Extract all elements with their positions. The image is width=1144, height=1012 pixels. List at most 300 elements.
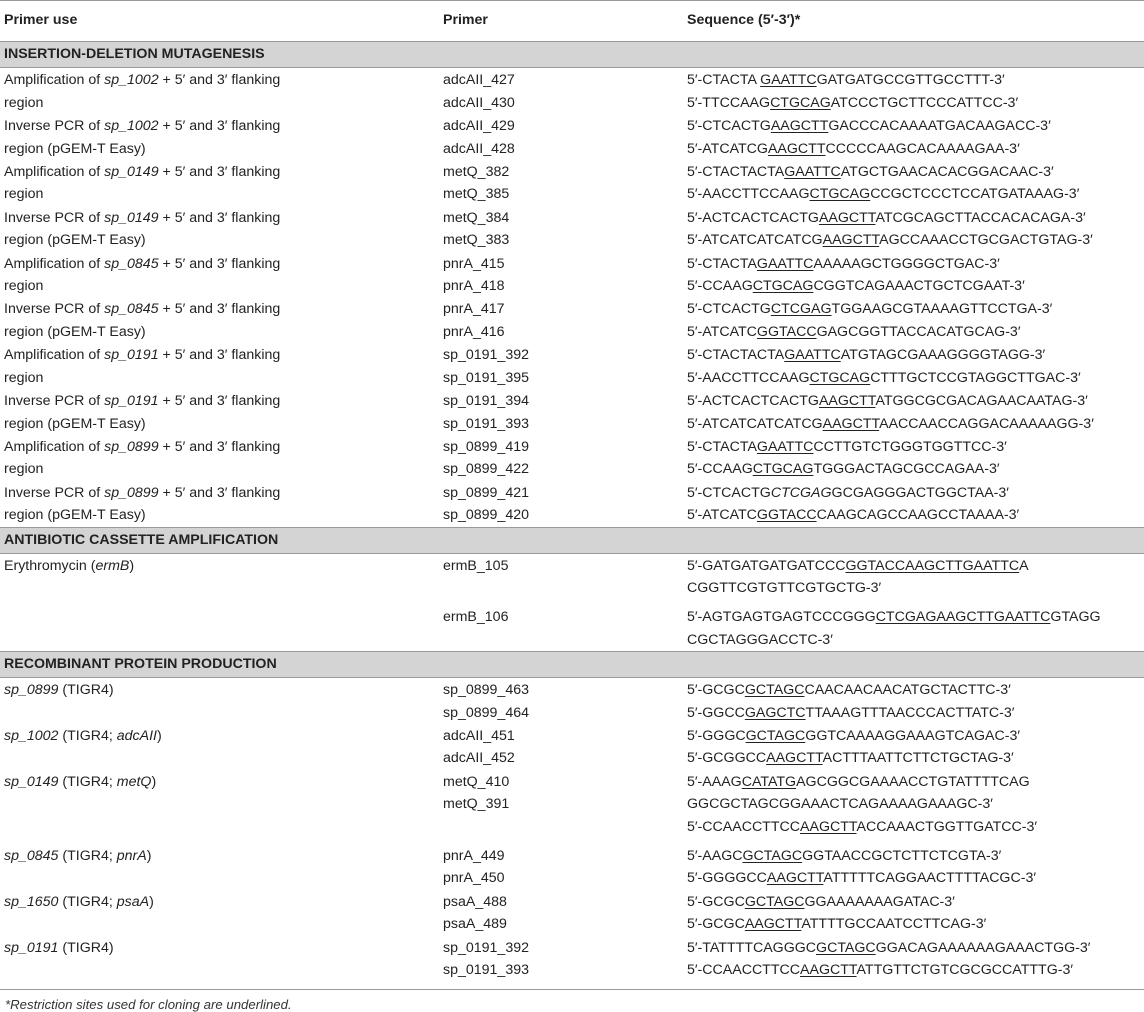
primer-name-cell (443, 844, 687, 890)
sequence-line (687, 577, 1144, 599)
restriction-site: GAATTC (784, 164, 841, 181)
primer-name: adcAII_427 (443, 72, 515, 89)
primer-use-line (4, 298, 443, 320)
primer-name: adcAII_452 (443, 750, 515, 767)
section-header-row (0, 42, 1144, 68)
sequence-line (687, 702, 1144, 724)
text-run: CAACAACAACATGCTACTTC-3′ (804, 682, 1011, 699)
italic-text: sp_0191 (104, 347, 159, 364)
text-run: ) (149, 893, 154, 910)
primer-use-line: region (4, 278, 44, 295)
primer-use-line (4, 161, 443, 183)
sequence-line (687, 436, 1144, 458)
sequence-line (687, 115, 1144, 137)
primer-name: sp_0899_421 (443, 484, 529, 501)
italic-text: sp_0899 (104, 438, 159, 455)
table-row (0, 844, 1144, 890)
text-run: GACCCACAAAATGACAAGACC-3′ (828, 118, 1051, 135)
restriction-site: GCTAGC (816, 939, 876, 956)
restriction-site: GAATTC (756, 438, 814, 455)
primer-use-line (4, 555, 443, 577)
primer-use-line (4, 891, 443, 913)
sequence-line (687, 793, 1144, 815)
text-run: CTTTGCTCCGTAGGCTTGAC-3′ (870, 369, 1081, 386)
primer-name: ermB_106 (443, 609, 509, 626)
text-run: CCCCCAAGCACAAAAGAA-3′ (825, 140, 1020, 157)
restriction-site: AAGCTT (818, 209, 876, 226)
sequence-line (687, 555, 1144, 577)
text-run: 5′-AAGC (687, 848, 743, 864)
text-run: Amplification of (4, 347, 105, 364)
text-run: CGGTTCGTGTTCGTGCTG-3′ (687, 579, 882, 596)
sequence-cell (687, 68, 1144, 114)
primer-name-cell (443, 435, 687, 481)
sequence-cell (687, 844, 1144, 890)
text-run: CCGCTCCCTCCATGATAAAG-3′ (870, 186, 1080, 203)
sequence-cell (687, 605, 1144, 651)
text-run: GATGATGCCGTTGCCTTT-3′ (816, 72, 1005, 89)
sequence-line (687, 390, 1144, 412)
restriction-site: GCTAGC (742, 848, 803, 864)
sequence-cell (687, 553, 1144, 605)
text-run: GGACAGAAAAAAGAAACTGG-3′ (875, 939, 1091, 956)
text-run: 5′-CCAAG (687, 278, 753, 295)
primer-name-cell (443, 297, 687, 343)
text-run: (TIGR4) (58, 682, 114, 699)
primer-use-cell (0, 724, 443, 770)
table-body (0, 42, 1144, 982)
primer-name: adcAII_428 (443, 140, 515, 157)
table-bottom-rule (0, 989, 1144, 990)
text-run: Amplification of (4, 438, 105, 455)
sequence-cell (687, 936, 1144, 982)
text-run: 5′-GGGGCC (687, 870, 767, 887)
primer-use-line (4, 482, 443, 504)
sequence-line (687, 747, 1144, 769)
primer-name: psaA_489 (443, 916, 507, 933)
primer-name-cell (443, 160, 687, 206)
sequence-cell (687, 435, 1144, 481)
text-run: GGCGCTAGCGGAAACTCAGAAAAGAAAGC-3′ (687, 796, 993, 813)
primer-name: sp_0191_392 (443, 939, 529, 956)
text-run: 5′-CTCACTG (687, 484, 771, 501)
sequence-line (687, 413, 1144, 435)
sequence-cell (687, 481, 1144, 527)
primer-use-line: region (4, 186, 44, 203)
text-run: 5′-ATCATCG (687, 140, 768, 157)
sequence-line (687, 161, 1144, 183)
text-run: (TIGR4; (58, 848, 117, 864)
text-run: 5′-ACTCACTCACTG (687, 209, 819, 226)
primer-use-line (4, 937, 443, 959)
restriction-site: GGTACCAAGCTTGAATTC (845, 557, 1020, 574)
primer-name: sp_0899_463 (443, 682, 529, 699)
text-run: 5′-GCGGCC (687, 750, 767, 767)
italic-text: sp_1002 (4, 727, 59, 744)
primer-name: metQ_383 (443, 232, 510, 249)
text-run: TTAAAGTTTAACCCACTTATC-3′ (805, 704, 1015, 721)
restriction-site: GCTAGC (744, 682, 805, 699)
primer-name: sp_0191_394 (443, 393, 529, 410)
text-run: Inverse PCR of (4, 393, 105, 410)
text-run: 5′-CTACTA (687, 255, 757, 272)
text-run: 5′-ATCATCATCATCG (687, 232, 823, 249)
table-row (0, 435, 1144, 481)
section-title: RECOMBINANT PROTEIN PRODUCTION (0, 652, 1144, 678)
primer-name-cell (443, 114, 687, 160)
text-run: AAAAAGCTGGGGCTGAC-3′ (813, 255, 1000, 272)
sequence-line (687, 845, 1144, 867)
primer-name: psaA_488 (443, 893, 507, 910)
text-run: GGTCAAAAGGAAAGTCAGAC-3′ (805, 727, 1021, 744)
primer-name-cell (443, 481, 687, 527)
text-run: CGCTAGGGACCTC-3′ (687, 631, 833, 648)
sequence-line (687, 937, 1144, 959)
text-run: ) (129, 557, 135, 574)
text-run: + 5′ and 3′ flanking (158, 118, 281, 135)
primer-name: adcAII_451 (443, 727, 515, 744)
text-run: 5′-GCGC (687, 916, 745, 933)
text-run: (TIGR4; (58, 893, 117, 910)
text-run: ATCCCTGCTTCCCATTCC-3′ (830, 94, 1019, 111)
primer-name: pnrA_417 (443, 301, 505, 318)
primer-use-line: region (4, 461, 44, 478)
primer-name-cell (443, 724, 687, 770)
primer-name: pnrA_418 (443, 278, 505, 295)
italic-text: psaA (116, 893, 150, 910)
sequence-cell (687, 343, 1144, 389)
text-run: CAAGCAGCCAAGCCTAAAA-3′ (816, 507, 1020, 524)
primer-use-line: region (pGEM-T Easy) (4, 232, 146, 249)
primer-name: sp_0899_420 (443, 507, 529, 524)
text-run: Inverse PCR of (4, 484, 105, 501)
text-run: (TIGR4; (58, 773, 117, 790)
table-row (0, 389, 1144, 435)
italic-text: pnrA (116, 848, 147, 864)
text-run: GGAAAAAAAGATAC-3′ (804, 893, 955, 910)
text-run: Inverse PCR of (4, 209, 105, 226)
primer-use-line: region (4, 94, 44, 111)
primer-use-line (4, 679, 443, 701)
restriction-site: AAGCTT (800, 818, 857, 835)
header-sequence: Sequence (5′-3′)* (687, 1, 1144, 42)
sequence-cell (687, 114, 1144, 160)
restriction-site: GCTAGC (745, 727, 806, 744)
sequence-line (687, 891, 1144, 913)
primer-use-cell (0, 435, 443, 481)
sequence-line (687, 275, 1144, 297)
restriction-site: CTCGAGAAGCTTGAATTC (875, 609, 1051, 626)
text-run: + 5′ and 3′ flanking (158, 347, 281, 364)
header-primer: Primer (443, 1, 687, 42)
primer-name: pnrA_450 (443, 870, 505, 887)
text-run: 5′-GGCC (687, 704, 745, 721)
italic-text: sp_0845 (4, 848, 59, 864)
primer-name: metQ_385 (443, 186, 510, 203)
text-run: 5′-GGGC (687, 727, 746, 744)
restriction-site: GAATTC (756, 255, 814, 272)
primer-name-cell (443, 206, 687, 252)
primer-use-cell (0, 114, 443, 160)
sequence-line (687, 458, 1144, 480)
text-run: 5′-CCAACCTTCC (687, 962, 801, 979)
primer-name: sp_0899_419 (443, 438, 529, 455)
restriction-site: AAGCTT (822, 415, 880, 432)
text-run: 5′-CTCACTG (687, 301, 771, 318)
italic-text: CTCGAG (770, 484, 832, 501)
text-run: 5′-AGTGAGTGAGTCCCGGG (687, 609, 876, 626)
primer-name-cell (443, 389, 687, 435)
sequence-line (687, 344, 1144, 366)
primer-use-cell (0, 890, 443, 936)
italic-text: sp_0899 (104, 484, 159, 501)
primer-name: adcAII_429 (443, 118, 515, 135)
italic-text: sp_0149 (4, 773, 59, 790)
primer-use-line: region (pGEM-T Easy) (4, 323, 146, 340)
italic-text: sp_0845 (104, 301, 159, 318)
primer-use-line (4, 845, 443, 867)
sequence-cell (687, 297, 1144, 343)
primer-name-cell (443, 68, 687, 114)
text-run: + 5′ and 3′ flanking (158, 484, 281, 501)
primer-name-cell (443, 678, 687, 724)
restriction-site: CTGCAG (809, 369, 871, 386)
text-run: GAGCGGTTACCACATGCAG-3′ (816, 323, 1021, 340)
text-run: GGTAACCGCTCTTCTCGTA-3′ (802, 848, 1002, 864)
primer-use-cell (0, 844, 443, 890)
primer-use-cell (0, 389, 443, 435)
text-run: + 5′ and 3′ flanking (158, 255, 281, 272)
sequence-cell (687, 206, 1144, 252)
text-run: 5′-CTACTA (687, 72, 761, 89)
text-run: ATGGCGCGACAGAACAATAG-3′ (875, 393, 1088, 410)
sequence-cell (687, 252, 1144, 298)
text-run: 5′-ATCATC (687, 507, 757, 524)
text-run: AGCCAAACCTGCGACTGTAG-3′ (879, 232, 1093, 249)
header-primer-use: Primer use (0, 1, 443, 42)
italic-text: sp_0845 (104, 255, 159, 272)
italic-text: sp_1002 (104, 118, 159, 135)
text-run: ATTTTGCCAATCCTTCAG-3′ (801, 916, 987, 933)
text-run: AGCGGCGAAAACCTGTATTTTCAG (796, 773, 1030, 790)
primer-use-cell (0, 343, 443, 389)
sequence-line (687, 482, 1144, 504)
primer-use-cell (0, 297, 443, 343)
text-run: ATCGCAGCTTACCACACAGA-3′ (875, 209, 1086, 226)
text-run: Amplification of (4, 255, 105, 272)
text-run: TGGGACTAGCGCCAGAA-3′ (813, 461, 1000, 478)
text-run: (TIGR4; (58, 727, 117, 744)
primer-name: metQ_410 (443, 773, 510, 790)
text-run: 5′-GCGC (687, 893, 745, 910)
italic-text: sp_0149 (104, 164, 159, 181)
primer-name: metQ_384 (443, 209, 510, 226)
primer-use-cell (0, 605, 443, 651)
text-run: ) (157, 727, 162, 744)
table-row (0, 724, 1144, 770)
sequence-line (687, 207, 1144, 229)
sequence-line (687, 771, 1144, 793)
italic-text: sp_0191 (104, 393, 159, 410)
sequence-line (687, 504, 1144, 526)
restriction-site: GGTACC (756, 507, 817, 524)
primer-use-cell (0, 770, 443, 844)
section-title: ANTIBIOTIC CASSETTE AMPLIFICATION (0, 527, 1144, 553)
primer-name: metQ_382 (443, 164, 510, 181)
primer-name: sp_0899_422 (443, 461, 529, 478)
primer-name: sp_0191_395 (443, 369, 529, 386)
primer-use-cell (0, 936, 443, 982)
text-run: ATGTAGCGAAAGGGGTAGG-3′ (840, 347, 1046, 364)
text-run: ) (151, 773, 157, 790)
text-run: (TIGR4) (58, 939, 114, 956)
sequence-line (687, 183, 1144, 205)
primer-use-line (4, 115, 443, 137)
primer-name-cell (443, 252, 687, 298)
sequence-line (687, 816, 1144, 838)
table-row (0, 297, 1144, 343)
italic-text: sp_1002 (104, 72, 159, 89)
text-run: 5′-CTACTACTA (687, 347, 785, 364)
text-run: GTAGG (1050, 609, 1101, 626)
sequence-line (687, 298, 1144, 320)
restriction-site: GAATTC (784, 347, 841, 364)
text-run: + 5′ and 3′ flanking (158, 72, 281, 89)
primer-name-cell (443, 936, 687, 982)
table-row (0, 936, 1144, 982)
primer-use-cell (0, 678, 443, 724)
sequence-line (687, 867, 1144, 889)
text-run: 5′-TTCCAAG (687, 94, 771, 111)
text-run: Inverse PCR of (4, 118, 105, 135)
restriction-site: CTGCAG (770, 94, 831, 111)
text-run: 5′-GCGC (687, 682, 745, 699)
section-title: INSERTION-DELETION MUTAGENESIS (0, 42, 1144, 68)
table-row (0, 114, 1144, 160)
restriction-site: AAGCTT (766, 870, 824, 887)
restriction-site: AAGCTT (818, 393, 876, 410)
primer-name-cell (443, 890, 687, 936)
text-run: 5′-ATCATCATCATCG (687, 415, 823, 432)
text-run: A (1019, 557, 1029, 574)
primer-use-line (4, 207, 443, 229)
primer-use-line (4, 390, 443, 412)
primer-use-line (4, 436, 443, 458)
sequence-line (687, 253, 1144, 275)
sequence-line (687, 138, 1144, 160)
table-row (0, 206, 1144, 252)
text-run: + 5′ and 3′ flanking (158, 438, 281, 455)
text-run: ATGCTGAACACACGGACAAC-3′ (840, 164, 1054, 181)
restriction-site: CATATG (741, 773, 797, 790)
text-run: 5′-AAAG (687, 773, 742, 790)
table-row (0, 605, 1144, 651)
primer-use-line: region (pGEM-T Easy) (4, 415, 146, 432)
italic-text: sp_0191 (4, 939, 59, 956)
sequence-line (687, 69, 1144, 91)
restriction-site: CTGCAG (752, 278, 814, 295)
primer-name: adcAII_430 (443, 94, 515, 111)
table-row (0, 678, 1144, 724)
primer-name: metQ_391 (443, 796, 510, 813)
table-row (0, 68, 1144, 114)
text-run: 5′-CCAACCTTCC (687, 818, 801, 835)
sequence-line (687, 606, 1144, 628)
text-run: GCGAGGGACTGGCTAA-3′ (831, 484, 1009, 501)
restriction-site: AAGCTT (767, 140, 826, 157)
restriction-site: AAGCTT (822, 232, 880, 249)
primer-use-line (4, 725, 443, 747)
table-row (0, 481, 1144, 527)
table-header-row (0, 1, 1144, 42)
restriction-site: AAGCTT (766, 750, 823, 767)
restriction-site: CTCGAG (770, 301, 832, 318)
text-run: Amplification of (4, 164, 105, 181)
primer-use-cell (0, 481, 443, 527)
sequence-line (687, 725, 1144, 747)
primer-name: ermB_105 (443, 557, 509, 574)
italic-text: sp_1650 (4, 893, 59, 910)
text-run: + 5′ and 3′ flanking (158, 301, 281, 318)
sequence-line (687, 679, 1144, 701)
sequence-line (687, 229, 1144, 251)
primer-name: sp_0191_392 (443, 347, 529, 364)
primer-use-line: region (pGEM-T Easy) (4, 140, 146, 157)
sequence-cell (687, 724, 1144, 770)
text-run: 5′-CCAAG (687, 461, 753, 478)
primer-use-line (4, 69, 443, 91)
italic-text: sp_0149 (104, 209, 159, 226)
italic-text: sp_0899 (4, 682, 59, 699)
primer-name: pnrA_415 (443, 255, 505, 272)
primer-name-cell (443, 343, 687, 389)
text-run: 5′-ATCATC (687, 323, 757, 340)
text-run: AACCAACCAGGACAAAAAGG-3′ (879, 415, 1094, 432)
table-row (0, 252, 1144, 298)
text-run: 5′-CTCACTG (687, 118, 771, 135)
table-row (0, 770, 1144, 844)
restriction-site: CTGCAG (809, 186, 871, 203)
restriction-site: GAATTC (760, 72, 817, 89)
sequence-cell (687, 770, 1144, 844)
primer-name: sp_0191_393 (443, 415, 529, 432)
text-run: 5′-GATGATGATGATCCC (687, 557, 846, 574)
italic-text: ermB (95, 557, 130, 574)
text-run: 5′-TATTTTCAGGGC (687, 939, 817, 956)
table-row (0, 553, 1144, 605)
table-row (0, 343, 1144, 389)
text-run: ACTTTAATTCTTCTGCTAG-3′ (822, 750, 1014, 767)
sequence-line (687, 92, 1144, 114)
table-footnote: *Restriction sites used for cloning are underlined. (5, 997, 292, 1012)
primer-use-line (4, 344, 443, 366)
sequence-line (687, 321, 1144, 343)
restriction-site: GAGCTC (744, 704, 806, 721)
primer-use-cell (0, 68, 443, 114)
primer-use-line (4, 771, 443, 793)
restriction-site: AAGCTT (770, 118, 829, 135)
text-run: CCTTGTCTGGGTGGTTCC-3′ (813, 438, 1007, 455)
primer-use-cell (0, 553, 443, 605)
text-run: CGGTCAGAAACTGCTCGAAT-3′ (813, 278, 1025, 295)
table-row (0, 160, 1144, 206)
sequence-line (687, 959, 1144, 981)
restriction-site: CTGCAG (752, 461, 814, 478)
primer-name: sp_0899_464 (443, 704, 529, 721)
text-run: + 5′ and 3′ flanking (158, 164, 281, 181)
primer-use-cell (0, 252, 443, 298)
italic-text: metQ (116, 773, 152, 790)
